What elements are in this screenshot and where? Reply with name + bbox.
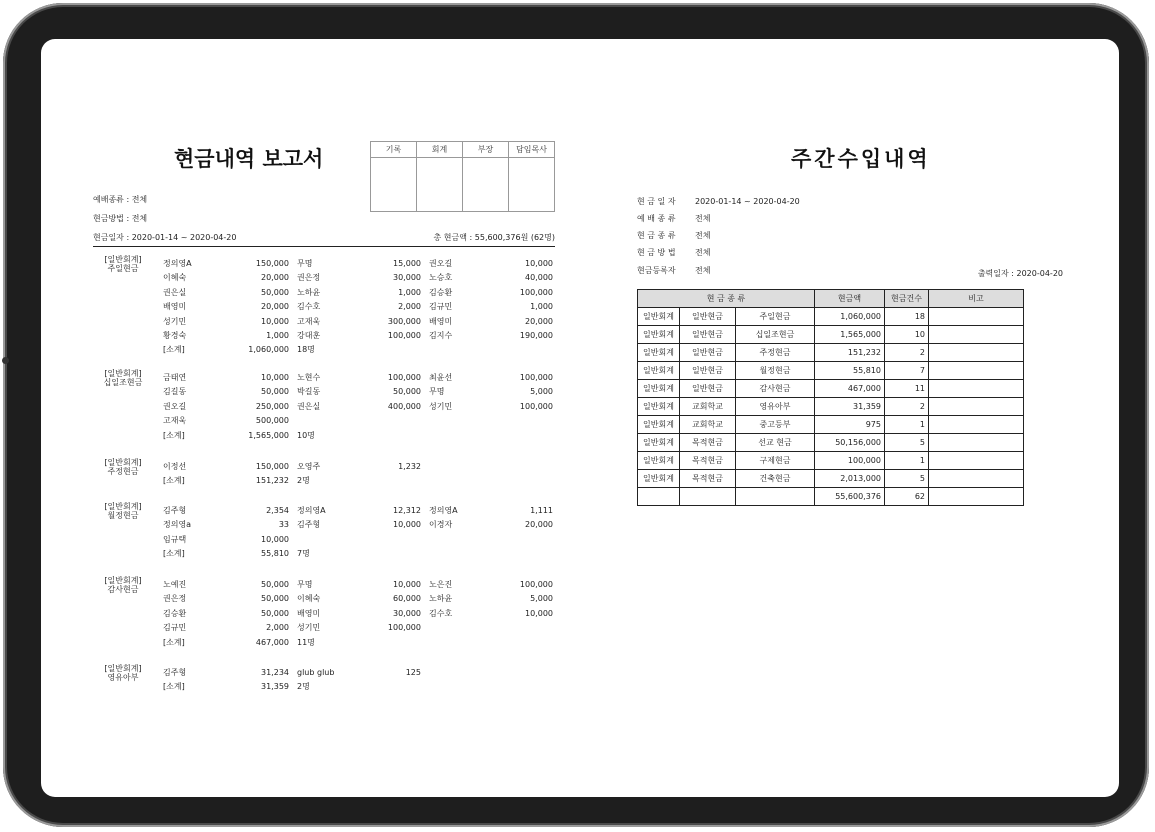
donation-amount: 2,000 (266, 623, 289, 633)
donation-amount: 400,000 (387, 401, 421, 411)
amount-cell: 151,232 (815, 344, 885, 362)
donation-amount: 55,810 (261, 549, 289, 559)
donor-name: 정의영a (163, 520, 192, 530)
table-row (638, 416, 1024, 434)
donor-name: 7명 (297, 549, 310, 559)
item-cell: 선교 현금 (736, 434, 815, 452)
count-cell: 7 (885, 362, 929, 380)
amount-cell: 1,565,000 (815, 326, 885, 344)
meta-worship-type: 예배종류 : 전체 (93, 195, 148, 204)
donor-name: 오영주 (297, 462, 321, 471)
amount-cell: 31,359 (815, 398, 885, 416)
donation-amount: 190,000 (519, 331, 553, 340)
account-cell: 일반회계 (638, 452, 680, 470)
donation-amount: 250,000 (255, 401, 289, 411)
donation-amount: 31,359 (261, 682, 289, 692)
account-cell: 일반회계 (638, 344, 680, 362)
donation-amount: 1,000 (266, 331, 289, 340)
donor-name: 권오길 (163, 401, 187, 411)
sign-cell (417, 158, 463, 212)
account-cell: 일반회계 (638, 308, 680, 326)
donor-name: 노예진 (163, 580, 187, 589)
info-label: 현 금 종 류 (637, 231, 676, 240)
donor-name: 2명 (297, 476, 310, 486)
donor-name: 고재욱 (163, 416, 187, 426)
group-label: [일반회계] (104, 369, 142, 378)
donor-name: 임규택 (163, 534, 187, 544)
donation-amount: 467,000 (255, 637, 289, 647)
cash-report-title: 현금내역 보고서 (174, 146, 324, 171)
donation-amount: 10,000 (261, 316, 289, 326)
donation-amount: 10,000 (525, 608, 553, 618)
donor-name: 김수호 (297, 302, 321, 312)
donation-amount: 50,000 (261, 608, 289, 618)
sign-header: 담임목사 (509, 142, 555, 158)
donor-name: 김주형 (163, 668, 187, 677)
donor-name: 성기민 (297, 623, 321, 633)
donation-amount: 10,000 (525, 259, 553, 268)
donor-name: 고재욱 (297, 316, 321, 326)
note-cell (929, 398, 1024, 416)
meta-cash-method: 현금방법 : 전체 (93, 214, 148, 223)
count-cell: 5 (885, 434, 929, 452)
donor-name: 노하윤 (297, 287, 321, 297)
table-row (638, 470, 1024, 488)
sign-header: 회계 (417, 142, 463, 158)
donation-amount: 50,000 (261, 287, 289, 297)
donation-amount: 150,000 (255, 462, 289, 471)
account-cell: 일반회계 (638, 434, 680, 452)
category-cell: 일반현금 (680, 326, 736, 344)
item-cell: 구제현금 (736, 452, 815, 470)
category-cell: 일반현금 (680, 344, 736, 362)
donation-amount: 30,000 (393, 273, 421, 283)
account-cell: 일반회계 (638, 326, 680, 344)
donor-name: 배영미 (163, 302, 187, 312)
donor-name: 김승환 (429, 287, 453, 297)
account-cell: 일반회계 (638, 470, 680, 488)
donation-amount: 1,111 (530, 506, 553, 515)
document-screen (41, 39, 1119, 797)
donation-amount: 100,000 (387, 373, 421, 382)
count-cell: 5 (885, 470, 929, 488)
donor-name: 권은정 (297, 273, 321, 283)
info-value: 2020-01-14 ~ 2020-04-20 (695, 197, 800, 206)
info-label: 현 금 방 법 (637, 248, 676, 257)
donation-amount: 5,000 (530, 387, 553, 397)
donation-amount: 50,000 (261, 594, 289, 604)
donation-amount: 100,000 (519, 373, 553, 382)
donor-name: 11명 (297, 637, 315, 647)
total-count-cell: 62 (885, 488, 929, 506)
donor-name: 권오길 (429, 259, 453, 268)
amount-cell: 50,156,000 (815, 434, 885, 452)
count-cell: 1 (885, 452, 929, 470)
count-cell: 11 (885, 380, 929, 398)
header-divider (93, 246, 555, 247)
donor-name: 무명 (297, 259, 313, 268)
donation-amount: 100,000 (519, 401, 553, 411)
donation-amount: 1,565,000 (248, 430, 289, 440)
donor-name: 성기민 (429, 401, 453, 411)
camera-dot (2, 357, 9, 364)
donation-amount: 10,000 (261, 534, 289, 544)
income-table (637, 289, 1024, 506)
col-header-amount: 현금액 (815, 290, 885, 308)
donation-amount: 151,232 (255, 476, 289, 486)
donor-name: 이경자 (429, 520, 453, 530)
note-cell (929, 362, 1024, 380)
donation-amount: 31,234 (261, 668, 289, 677)
total-amount: 총 현금액 : 55,600,376원 (62명) (433, 233, 555, 242)
donation-amount: 60,000 (393, 594, 421, 604)
donation-amount: 50,000 (261, 580, 289, 589)
donor-name: 이정선 (163, 462, 187, 471)
amount-cell: 1,060,000 (815, 308, 885, 326)
donor-name: 권은실 (297, 401, 321, 411)
donor-name: 노현수 (297, 373, 321, 382)
donation-amount: 20,000 (525, 316, 553, 326)
donor-name: glub glub (297, 668, 335, 677)
donation-amount: 1,000 (398, 287, 421, 297)
meta-cash-date: 현금일자 : 2020-01-14 ~ 2020-04-20 (93, 233, 237, 242)
donor-name: 2명 (297, 682, 310, 692)
count-cell: 1 (885, 416, 929, 434)
donor-name: 무명 (297, 580, 313, 589)
group-label: [일반회계] (104, 576, 142, 585)
donation-amount: 15,000 (393, 259, 421, 268)
donor-name: 배영미 (429, 316, 453, 326)
count-cell: 2 (885, 344, 929, 362)
donation-amount: 10,000 (393, 580, 421, 589)
item-cell: 월정현금 (736, 362, 815, 380)
donor-name: 노승호 (429, 273, 453, 283)
donor-name: 김승환 (163, 608, 187, 618)
amount-cell: 55,810 (815, 362, 885, 380)
table-row (638, 362, 1024, 380)
col-header-type: 현 금 종 류 (638, 290, 815, 308)
donation-amount: 100,000 (519, 287, 553, 297)
item-cell: 십일조현금 (736, 326, 815, 344)
donor-name: 금태연 (163, 373, 187, 382)
donation-amount: 5,000 (530, 594, 553, 604)
donation-amount: 2,000 (398, 302, 421, 312)
note-cell (929, 326, 1024, 344)
amount-cell: 975 (815, 416, 885, 434)
count-cell: 2 (885, 398, 929, 416)
note-cell (929, 452, 1024, 470)
tablet-frame (3, 3, 1149, 827)
donation-amount: 100,000 (387, 623, 421, 633)
weekly-income-title: 주간수입내역 (791, 146, 931, 171)
amount-cell: 2,013,000 (815, 470, 885, 488)
note-cell (929, 488, 1024, 506)
category-cell: 일반현금 (680, 362, 736, 380)
category-cell: 일반현금 (680, 380, 736, 398)
donor-name: [소계] (163, 430, 185, 440)
table-row (638, 434, 1024, 452)
category-cell: 목적현금 (680, 470, 736, 488)
donor-name: 박길동 (297, 387, 321, 397)
donation-amount: 100,000 (519, 580, 553, 589)
donor-name: 노하윤 (429, 594, 453, 604)
donor-name: [소계] (163, 476, 185, 486)
donor-name: 김길동 (163, 387, 187, 397)
group-label: 월정현금 (107, 511, 139, 520)
table-row (638, 326, 1024, 344)
count-cell: 10 (885, 326, 929, 344)
donation-amount: 20,000 (525, 520, 553, 530)
account-cell: 일반회계 (638, 362, 680, 380)
donor-name: 김주형 (297, 520, 321, 530)
donor-name: 권은실 (163, 287, 187, 297)
info-label: 현 금 일 자 (637, 197, 676, 206)
group-label: 영유아부 (107, 673, 139, 682)
item-cell: 주일현금 (736, 308, 815, 326)
donation-amount: 20,000 (261, 273, 289, 283)
donation-amount: 1,060,000 (248, 345, 289, 355)
group-label: 주일현금 (107, 264, 139, 273)
donation-amount: 300,000 (387, 316, 421, 326)
donor-name: 배영미 (297, 608, 321, 618)
info-label: 예 배 종 류 (637, 214, 676, 223)
category-cell: 목적현금 (680, 434, 736, 452)
donation-amount: 100,000 (387, 331, 421, 340)
item-cell: 감사현금 (736, 380, 815, 398)
group-label: [일반회계] (104, 664, 142, 673)
donation-amount: 10,000 (393, 520, 421, 530)
group-label: [일반회계] (104, 255, 142, 264)
donor-name: 무명 (429, 387, 445, 397)
info-value: 전체 (695, 266, 711, 275)
total-row (638, 488, 1024, 506)
group-label: 주정현금 (107, 467, 139, 476)
note-cell (929, 308, 1024, 326)
account-cell: 일반회계 (638, 380, 680, 398)
category-cell: 교회학교 (680, 416, 736, 434)
donation-amount: 50,000 (393, 387, 421, 397)
donation-amount: 1,000 (530, 302, 553, 312)
empty-cell (680, 488, 736, 506)
count-cell: 18 (885, 308, 929, 326)
note-cell (929, 416, 1024, 434)
table-row (638, 380, 1024, 398)
donor-name: 정의영A (163, 259, 192, 268)
group-label: 감사현금 (107, 585, 139, 594)
donation-amount: 150,000 (255, 259, 289, 268)
donor-name: [소계] (163, 345, 185, 355)
item-cell: 중고등부 (736, 416, 815, 434)
donor-name: [소계] (163, 682, 185, 692)
donation-amount: 12,312 (393, 506, 421, 515)
donor-name: [소계] (163, 637, 185, 647)
account-cell: 일반회계 (638, 398, 680, 416)
amount-cell: 100,000 (815, 452, 885, 470)
col-header-note: 비고 (929, 290, 1024, 308)
donor-name: 정의영A (429, 506, 458, 515)
account-cell: 일반회계 (638, 416, 680, 434)
donor-name: 정의영A (297, 506, 326, 515)
col-header-count: 현금건수 (885, 290, 929, 308)
donation-amount: 10,000 (261, 373, 289, 382)
donation-amount: 2,354 (266, 506, 289, 515)
sign-cell (509, 158, 555, 212)
donor-name: 18명 (297, 345, 315, 355)
donor-name: 10명 (297, 430, 315, 440)
item-cell: 건축현금 (736, 470, 815, 488)
info-value: 전체 (695, 231, 711, 240)
group-label: 십일조현금 (103, 378, 143, 387)
note-cell (929, 344, 1024, 362)
donation-amount: 33 (278, 520, 289, 530)
donor-name: 김규민 (429, 302, 453, 312)
empty-cell (638, 488, 680, 506)
table-row (638, 344, 1024, 362)
donation-amount: 50,000 (261, 387, 289, 397)
table-row (638, 398, 1024, 416)
sign-cell (371, 158, 417, 212)
donor-name: 강대훈 (297, 331, 321, 340)
group-label: [일반회계] (104, 458, 142, 467)
approval-sign-box (370, 141, 555, 212)
sign-header: 부장 (463, 142, 509, 158)
donation-amount: 20,000 (261, 302, 289, 312)
donor-name: 노은진 (429, 580, 453, 589)
group-label: [일반회계] (104, 502, 142, 511)
note-cell (929, 470, 1024, 488)
donor-name: 김지수 (429, 331, 453, 340)
table-row (638, 452, 1024, 470)
donor-name: 최윤선 (429, 373, 453, 382)
info-value: 전체 (695, 248, 711, 257)
donor-name: 김규민 (163, 623, 187, 633)
note-cell (929, 434, 1024, 452)
item-cell: 영유아부 (736, 398, 815, 416)
sign-header: 기록 (371, 142, 417, 158)
donor-name: 권은정 (163, 594, 187, 604)
info-label: 현금등록자 (637, 266, 676, 275)
empty-cell (736, 488, 815, 506)
note-cell (929, 380, 1024, 398)
category-cell: 목적현금 (680, 452, 736, 470)
donor-name: 성기민 (163, 316, 187, 326)
donation-amount: 500,000 (255, 416, 289, 426)
category-cell: 일반현금 (680, 308, 736, 326)
donation-amount: 1,232 (398, 462, 421, 471)
item-cell: 주정현금 (736, 344, 815, 362)
amount-cell: 467,000 (815, 380, 885, 398)
sign-cell (463, 158, 509, 212)
total-amount-cell: 55,600,376 (815, 488, 885, 506)
donor-name: [소계] (163, 549, 185, 559)
donation-amount: 40,000 (525, 273, 553, 283)
donor-name: 이혜숙 (163, 273, 187, 283)
donor-name: 김주형 (163, 506, 187, 515)
donation-amount: 30,000 (393, 608, 421, 618)
donor-name: 이혜숙 (297, 594, 321, 604)
table-row (638, 308, 1024, 326)
donor-name: 김수호 (429, 608, 453, 618)
info-value: 전체 (695, 214, 711, 223)
category-cell: 교회학교 (680, 398, 736, 416)
print-date: 출력일자 : 2020-04-20 (977, 269, 1063, 278)
donor-name: 황경숙 (163, 331, 187, 340)
donation-amount: 125 (405, 668, 421, 677)
